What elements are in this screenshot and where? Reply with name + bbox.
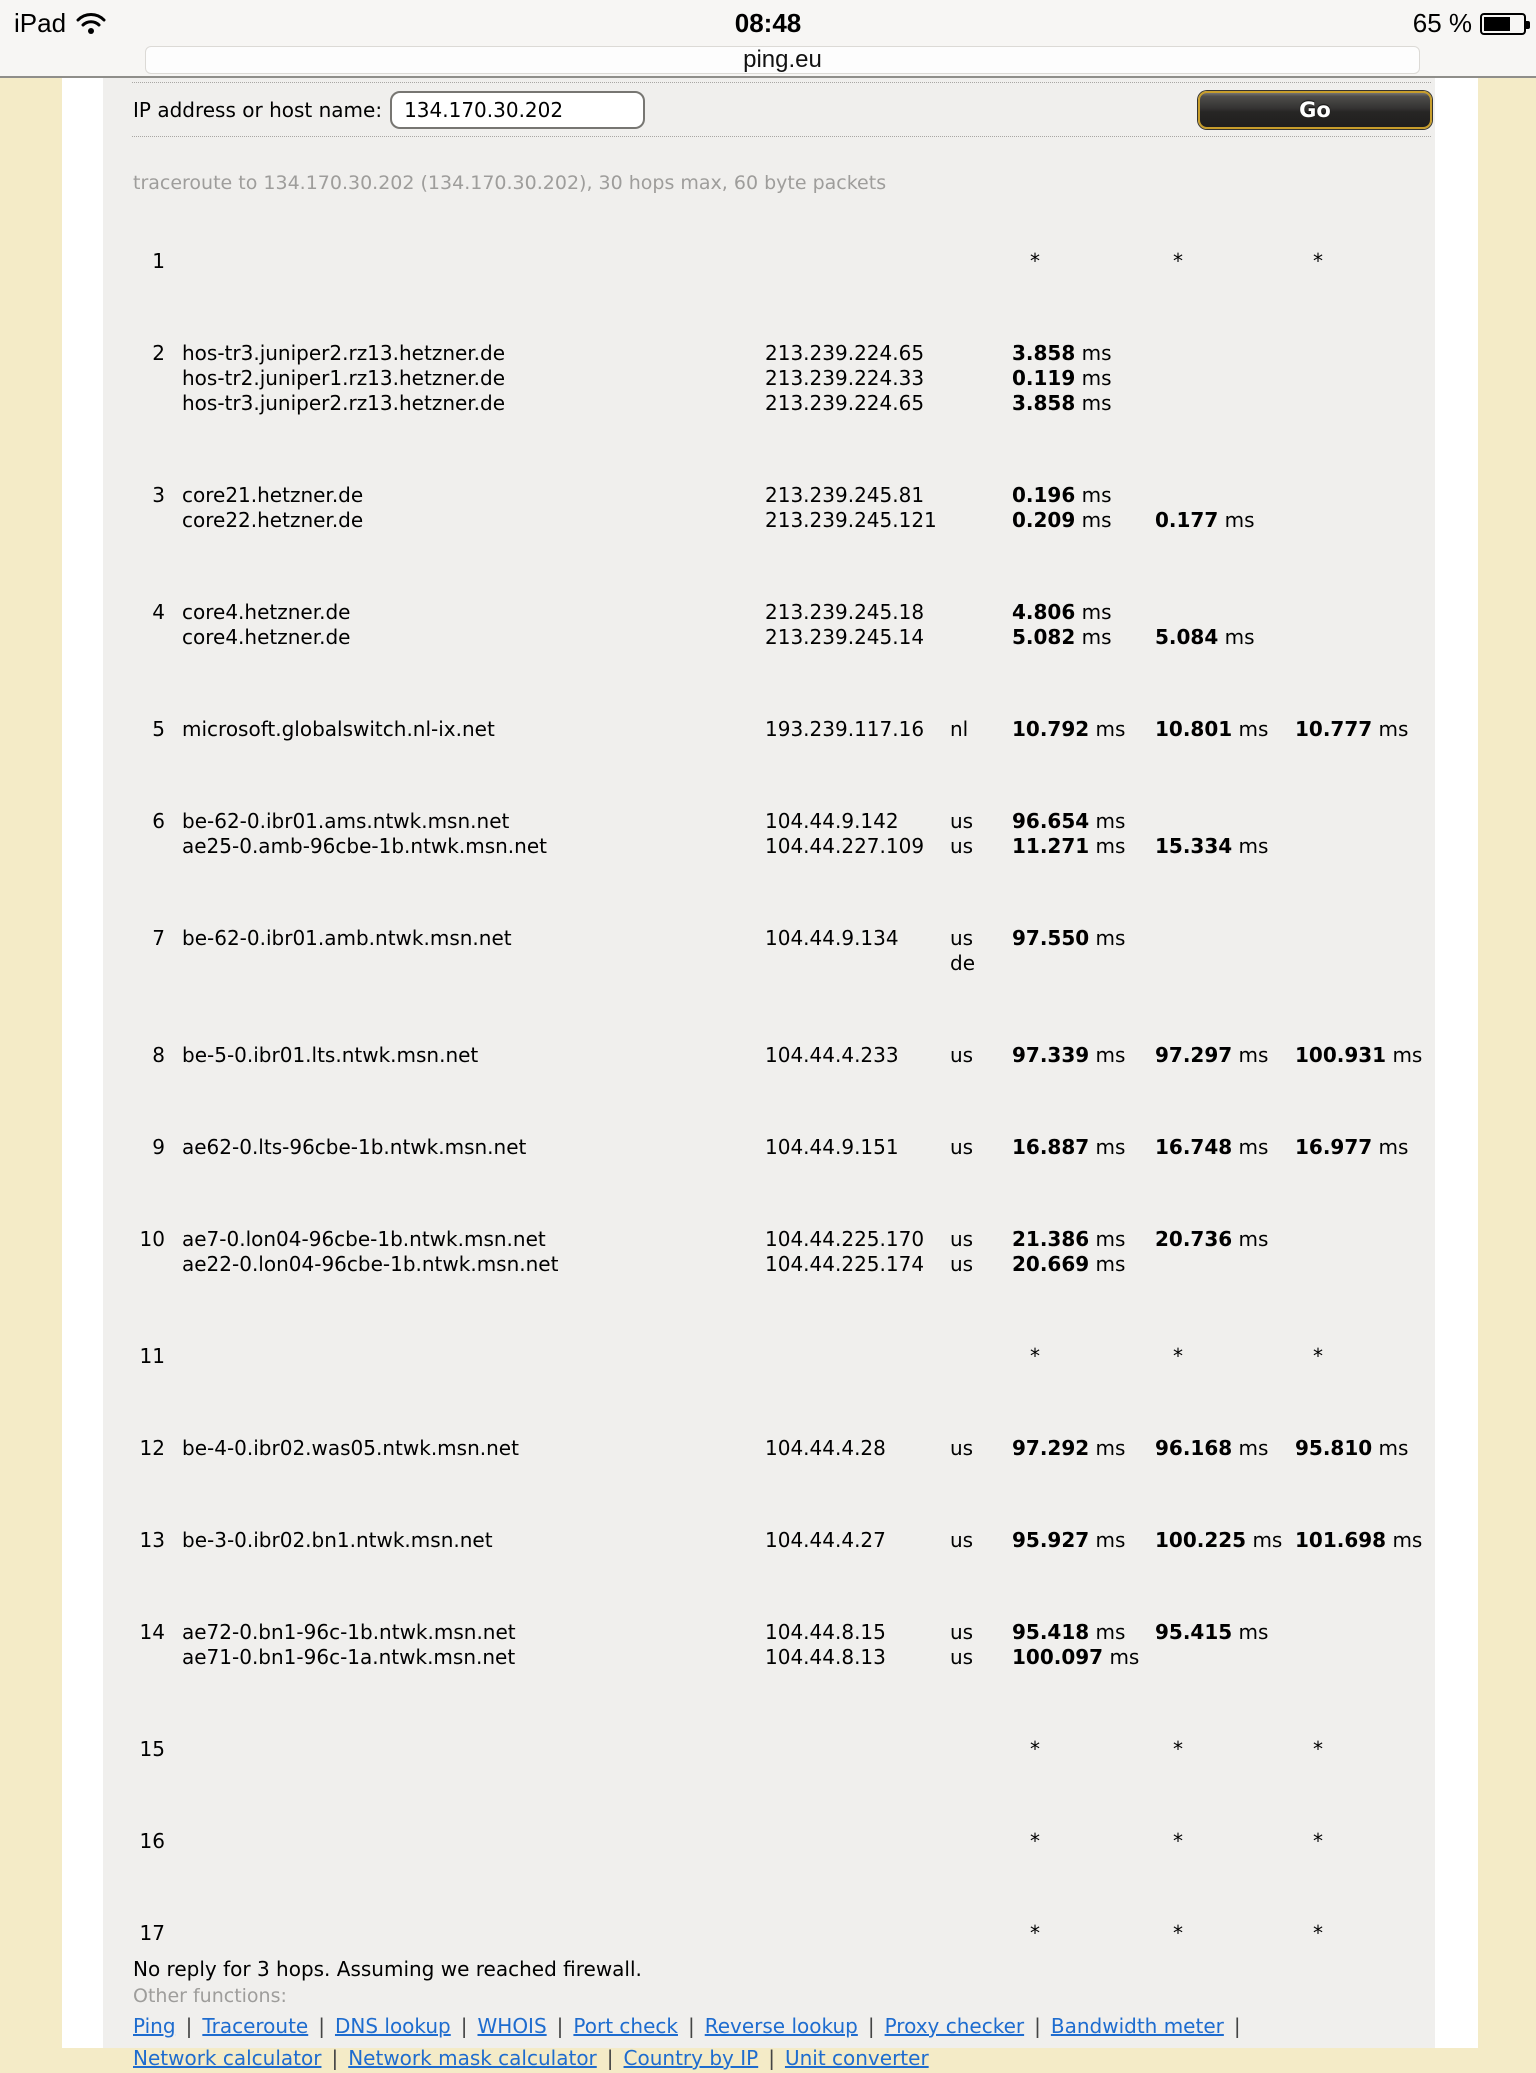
hop-host-cell: ae72-0.bn1-96c-1b.ntwk.msn.net ae71-0.bn1-96c-1a.ntwk.msn.net <box>182 1620 516 1669</box>
battery-percent: 65 % <box>1412 8 1472 38</box>
hop-cc-cell: us <box>950 1436 974 1460</box>
hop-r1-cell: 4.806 ms 5.082 ms <box>1012 600 1112 649</box>
link-dns-lookup[interactable]: DNS lookup <box>334 2014 451 2038</box>
hop-ip-cell <box>765 1829 950 1854</box>
hop-host-cell: be-5-0.ibr01.lts.ntwk.msn.net <box>182 1043 479 1067</box>
hop-number: 7 <box>152 926 165 950</box>
function-links-row-1 <box>133 2012 1433 2041</box>
hop-r3-cell <box>1295 483 1435 533</box>
link-separator: | <box>460 2014 468 2038</box>
hop-r3-cell <box>1295 1227 1435 1277</box>
dotted-separator-bottom <box>132 136 1431 137</box>
hop-r3-cell: * <box>1313 1737 1323 1761</box>
hop-r1-cell: 3.858 ms 0.119 ms 3.858 ms <box>1012 341 1112 415</box>
hop-r2-cell: * <box>1173 1921 1183 1945</box>
hop-host-cell: be-62-0.ibr01.ams.ntwk.msn.net ae25-0.amb-96cbe-1b.ntwk.msn.net <box>182 809 547 858</box>
hop-number: 9 <box>152 1135 165 1159</box>
hop-number: 10 <box>139 1227 165 1251</box>
carrier-label: iPad <box>14 8 67 38</box>
hop-r1-cell: * <box>1030 249 1040 273</box>
go-button-label: Go <box>1299 98 1331 122</box>
hop-host-cell: core4.hetzner.de core4.hetzner.de <box>182 600 351 649</box>
link-ping[interactable]: Ping <box>133 2014 176 2038</box>
hop-host-cell <box>182 249 765 274</box>
hop-ip-cell: 104.44.4.28 <box>765 1436 886 1460</box>
hop-row <box>133 717 1435 742</box>
hop-r2-cell: 10.801 ms <box>1155 717 1269 741</box>
hop-cc-cell <box>950 1737 1012 1762</box>
hop-row <box>133 600 1435 650</box>
top-bars <box>0 0 1536 78</box>
hop-r3-cell: * <box>1313 1344 1323 1368</box>
url-text: ping.eu <box>743 46 822 73</box>
hop-host-cell: ae62-0.lts-96cbe-1b.ntwk.msn.net <box>182 1135 527 1159</box>
hop-r2-cell <box>1155 341 1295 416</box>
hop-row <box>133 1043 1435 1068</box>
hop-row <box>133 1620 1435 1670</box>
hop-row <box>133 926 1435 976</box>
hop-ip-cell: 213.239.245.18 213.239.245.14 <box>765 600 925 649</box>
hop-row <box>133 1344 1435 1369</box>
hop-r3-cell <box>1295 600 1435 650</box>
link-reverse-lookup[interactable]: Reverse lookup <box>704 2014 858 2038</box>
hop-host-cell: hos-tr3.juniper2.rz13.hetzner.de hos-tr2.juniper1.rz13.hetzner.de hos-tr3.juniper2.rz13.hetzner.de <box>182 341 506 415</box>
hop-r3-cell: 95.810 ms <box>1295 1436 1409 1460</box>
hop-r3-cell <box>1295 1620 1435 1670</box>
hop-r3-cell: 10.777 ms <box>1295 717 1409 741</box>
hop-r3-cell: 16.977 ms <box>1295 1135 1409 1159</box>
hop-row <box>133 1436 1435 1461</box>
hop-row <box>133 1227 1435 1277</box>
hop-r2-cell: 97.297 ms <box>1155 1043 1269 1067</box>
link-separator: | <box>318 2014 325 2038</box>
hop-ip-cell: 104.44.225.170 104.44.225.174 <box>765 1227 925 1276</box>
hop-row <box>133 483 1435 533</box>
link-separator: | <box>1233 2014 1241 2038</box>
hop-row <box>133 809 1435 859</box>
hop-cc-cell: us us <box>950 1227 974 1276</box>
hop-number: 11 <box>139 1344 165 1368</box>
dotted-separator-top <box>132 82 1431 83</box>
hop-host-cell <box>182 1921 765 1946</box>
hop-row <box>133 1737 1435 1762</box>
hop-r2-cell: * <box>1173 1344 1183 1368</box>
hop-r1-cell: 21.386 ms 20.669 ms <box>1012 1227 1126 1276</box>
hop-r1-cell: * <box>1030 1344 1040 1368</box>
link-separator: | <box>556 2014 564 2038</box>
link-network-mask-calculator[interactable]: Network mask calculator <box>348 2046 597 2070</box>
hop-r1-cell: * <box>1030 1737 1040 1761</box>
hop-cc-cell <box>950 483 1012 533</box>
link-separator: | <box>687 2014 695 2038</box>
hop-host-cell: ae7-0.lon04-96cbe-1b.ntwk.msn.net ae22-0.lon04-96cbe-1b.ntwk.msn.net <box>182 1227 559 1276</box>
hop-cc-cell: us us <box>950 809 974 858</box>
hop-r1-cell: 10.792 ms <box>1012 717 1126 741</box>
hop-r3-cell <box>1295 341 1435 416</box>
link-separator: | <box>768 2046 775 2070</box>
hop-row <box>133 1528 1435 1553</box>
hop-r2-cell: * <box>1173 1737 1183 1761</box>
hop-r1-cell: 97.292 ms <box>1012 1436 1126 1460</box>
hop-cc-cell: us <box>950 1528 974 1552</box>
hop-cc-cell: us de <box>950 926 975 975</box>
hop-r2-cell: 0.177 ms <box>1155 508 1255 532</box>
hop-cc-cell: us <box>950 1135 974 1159</box>
hop-row <box>133 1135 1435 1160</box>
traceroute-summary-line: traceroute to 134.170.30.202 (134.170.30.202), 30 hops max, 60 byte packets <box>133 172 887 194</box>
host-input-label: IP address or host name: <box>133 98 383 122</box>
hop-host-cell: be-3-0.ibr02.bn1.ntwk.msn.net <box>182 1528 493 1552</box>
hop-ip-cell <box>765 1737 950 1762</box>
hop-number: 13 <box>139 1528 165 1552</box>
hop-r1-cell: * <box>1030 1921 1040 1945</box>
hop-number: 8 <box>152 1043 165 1067</box>
hop-r2-cell: 16.748 ms <box>1155 1135 1269 1159</box>
hop-host-cell: be-62-0.ibr01.amb.ntwk.msn.net <box>182 926 512 950</box>
safari-url-bar <box>0 44 1536 76</box>
hop-r1-cell: 0.196 ms 0.209 ms <box>1012 483 1112 532</box>
link-separator: | <box>1034 2014 1041 2038</box>
clock: 08:48 <box>734 8 802 38</box>
hop-row <box>133 1829 1435 1854</box>
hop-r2-cell: 96.168 ms <box>1155 1436 1269 1460</box>
host-input[interactable] <box>390 91 645 129</box>
hop-r2-cell: * <box>1173 249 1183 273</box>
hop-ip-cell: 104.44.9.134 <box>765 926 899 950</box>
hop-cc-cell: nl <box>950 717 969 741</box>
hop-number: 3 <box>152 483 165 507</box>
hop-r1-cell: 97.339 ms <box>1012 1043 1126 1067</box>
hop-ip-cell: 193.239.117.16 <box>765 717 925 741</box>
hop-r1-cell: 95.927 ms <box>1012 1528 1126 1552</box>
hop-ip-cell <box>765 249 950 274</box>
hop-r3-cell: * <box>1313 249 1323 273</box>
hop-r1-cell: * <box>1030 1829 1040 1853</box>
other-functions-label: Other functions: <box>133 1985 287 2007</box>
ios-status-bar <box>0 0 1536 44</box>
hop-number: 17 <box>139 1921 165 1945</box>
hop-ip-cell <box>765 1921 950 1946</box>
hop-ip-cell <box>765 1344 950 1369</box>
hop-number: 12 <box>139 1436 165 1460</box>
hop-r1-cell: 96.654 ms 11.271 ms <box>1012 809 1126 858</box>
traceroute-table <box>133 249 1435 1946</box>
hop-r3-cell: 100.931 ms <box>1295 1043 1423 1067</box>
link-proxy-checker[interactable]: Proxy checker <box>884 2014 1025 2038</box>
hop-number: 2 <box>152 341 165 365</box>
hop-host-cell: core21.hetzner.de core22.hetzner.de <box>182 483 364 532</box>
hop-r3-cell <box>1295 809 1435 859</box>
hop-r1-cell: 95.418 ms 100.097 ms <box>1012 1620 1140 1669</box>
hop-ip-cell: 104.44.9.151 <box>765 1135 899 1159</box>
link-separator: | <box>867 2014 875 2038</box>
link-unit-converter[interactable]: Unit converter <box>784 2046 929 2070</box>
hop-r2-cell: 100.225 ms <box>1155 1528 1283 1552</box>
url-field[interactable] <box>145 46 1420 74</box>
hop-cc-cell <box>950 341 1012 416</box>
link-network-calculator[interactable]: Network calculator <box>133 2046 322 2070</box>
hop-ip-cell: 104.44.4.233 <box>765 1043 899 1067</box>
hop-cc-cell: us us <box>950 1620 974 1669</box>
hop-cc-cell: us <box>950 1043 974 1067</box>
hop-row <box>133 249 1435 274</box>
link-separator: | <box>331 2046 339 2070</box>
lookup-form <box>133 89 1432 131</box>
link-bandwidth-meter[interactable]: Bandwidth meter <box>1050 2014 1224 2038</box>
hop-ip-cell: 213.239.245.81 213.239.245.121 <box>765 483 937 532</box>
link-traceroute[interactable]: Traceroute <box>202 2014 309 2038</box>
hop-r2-cell: 5.084 ms <box>1155 625 1255 649</box>
hop-ip-cell: 104.44.9.142 104.44.227.109 <box>765 809 925 858</box>
hop-number: 4 <box>152 600 165 624</box>
hop-number: 16 <box>139 1829 165 1853</box>
hop-host-cell <box>182 1829 765 1854</box>
hop-ip-cell: 104.44.8.15 104.44.8.13 <box>765 1620 886 1669</box>
hop-number: 5 <box>152 717 165 741</box>
no-reply-note: No reply for 3 hops. Assuming we reached firewall. <box>133 1957 642 1981</box>
hop-row <box>133 341 1435 416</box>
hop-number: 1 <box>152 249 165 273</box>
hop-host-cell <box>182 1344 765 1369</box>
hop-number: 15 <box>139 1737 165 1761</box>
hop-r3-cell: * <box>1313 1829 1323 1853</box>
hop-r3-cell <box>1295 926 1435 976</box>
hop-host-cell: be-4-0.ibr02.was05.ntwk.msn.net <box>182 1436 519 1460</box>
hop-r2-cell: 95.415 ms <box>1155 1620 1269 1644</box>
hop-r2-cell <box>1155 926 1295 976</box>
hop-host-cell <box>182 1737 765 1762</box>
hop-ip-cell: 104.44.4.27 <box>765 1528 886 1552</box>
link-country-by-ip[interactable]: Country by IP <box>623 2046 759 2070</box>
hop-cc-cell <box>950 1921 1012 1946</box>
hop-r2-cell: 15.334 ms <box>1155 834 1269 858</box>
link-port-check[interactable]: Port check <box>573 2014 678 2038</box>
link-whois[interactable]: WHOIS <box>477 2014 547 2038</box>
hop-r3-cell: * <box>1313 1921 1323 1945</box>
link-separator: | <box>185 2014 193 2038</box>
hop-r1-cell: 16.887 ms <box>1012 1135 1126 1159</box>
hop-r1-cell: 97.550 ms <box>1012 926 1126 950</box>
go-button[interactable] <box>1198 91 1432 129</box>
hop-r3-cell: 101.698 ms <box>1295 1528 1423 1552</box>
hop-r2-cell: * <box>1173 1829 1183 1853</box>
battery-icon <box>1480 13 1526 35</box>
hop-host-cell: microsoft.globalswitch.nl-ix.net <box>182 717 495 741</box>
hop-cc-cell <box>950 600 1012 650</box>
link-separator: | <box>606 2046 614 2070</box>
function-links-row-2 <box>133 2044 1433 2073</box>
hop-cc-cell <box>950 1829 1012 1854</box>
hop-r2-cell: 20.736 ms <box>1155 1227 1269 1251</box>
hop-number: 14 <box>139 1620 165 1644</box>
hop-cc-cell <box>950 249 1012 274</box>
hop-row <box>133 1921 1435 1946</box>
content-panel <box>103 78 1435 2070</box>
hop-ip-cell: 213.239.224.65 213.239.224.33 213.239.224.65 <box>765 341 925 415</box>
hop-cc-cell <box>950 1344 1012 1369</box>
hop-number: 6 <box>152 809 165 833</box>
